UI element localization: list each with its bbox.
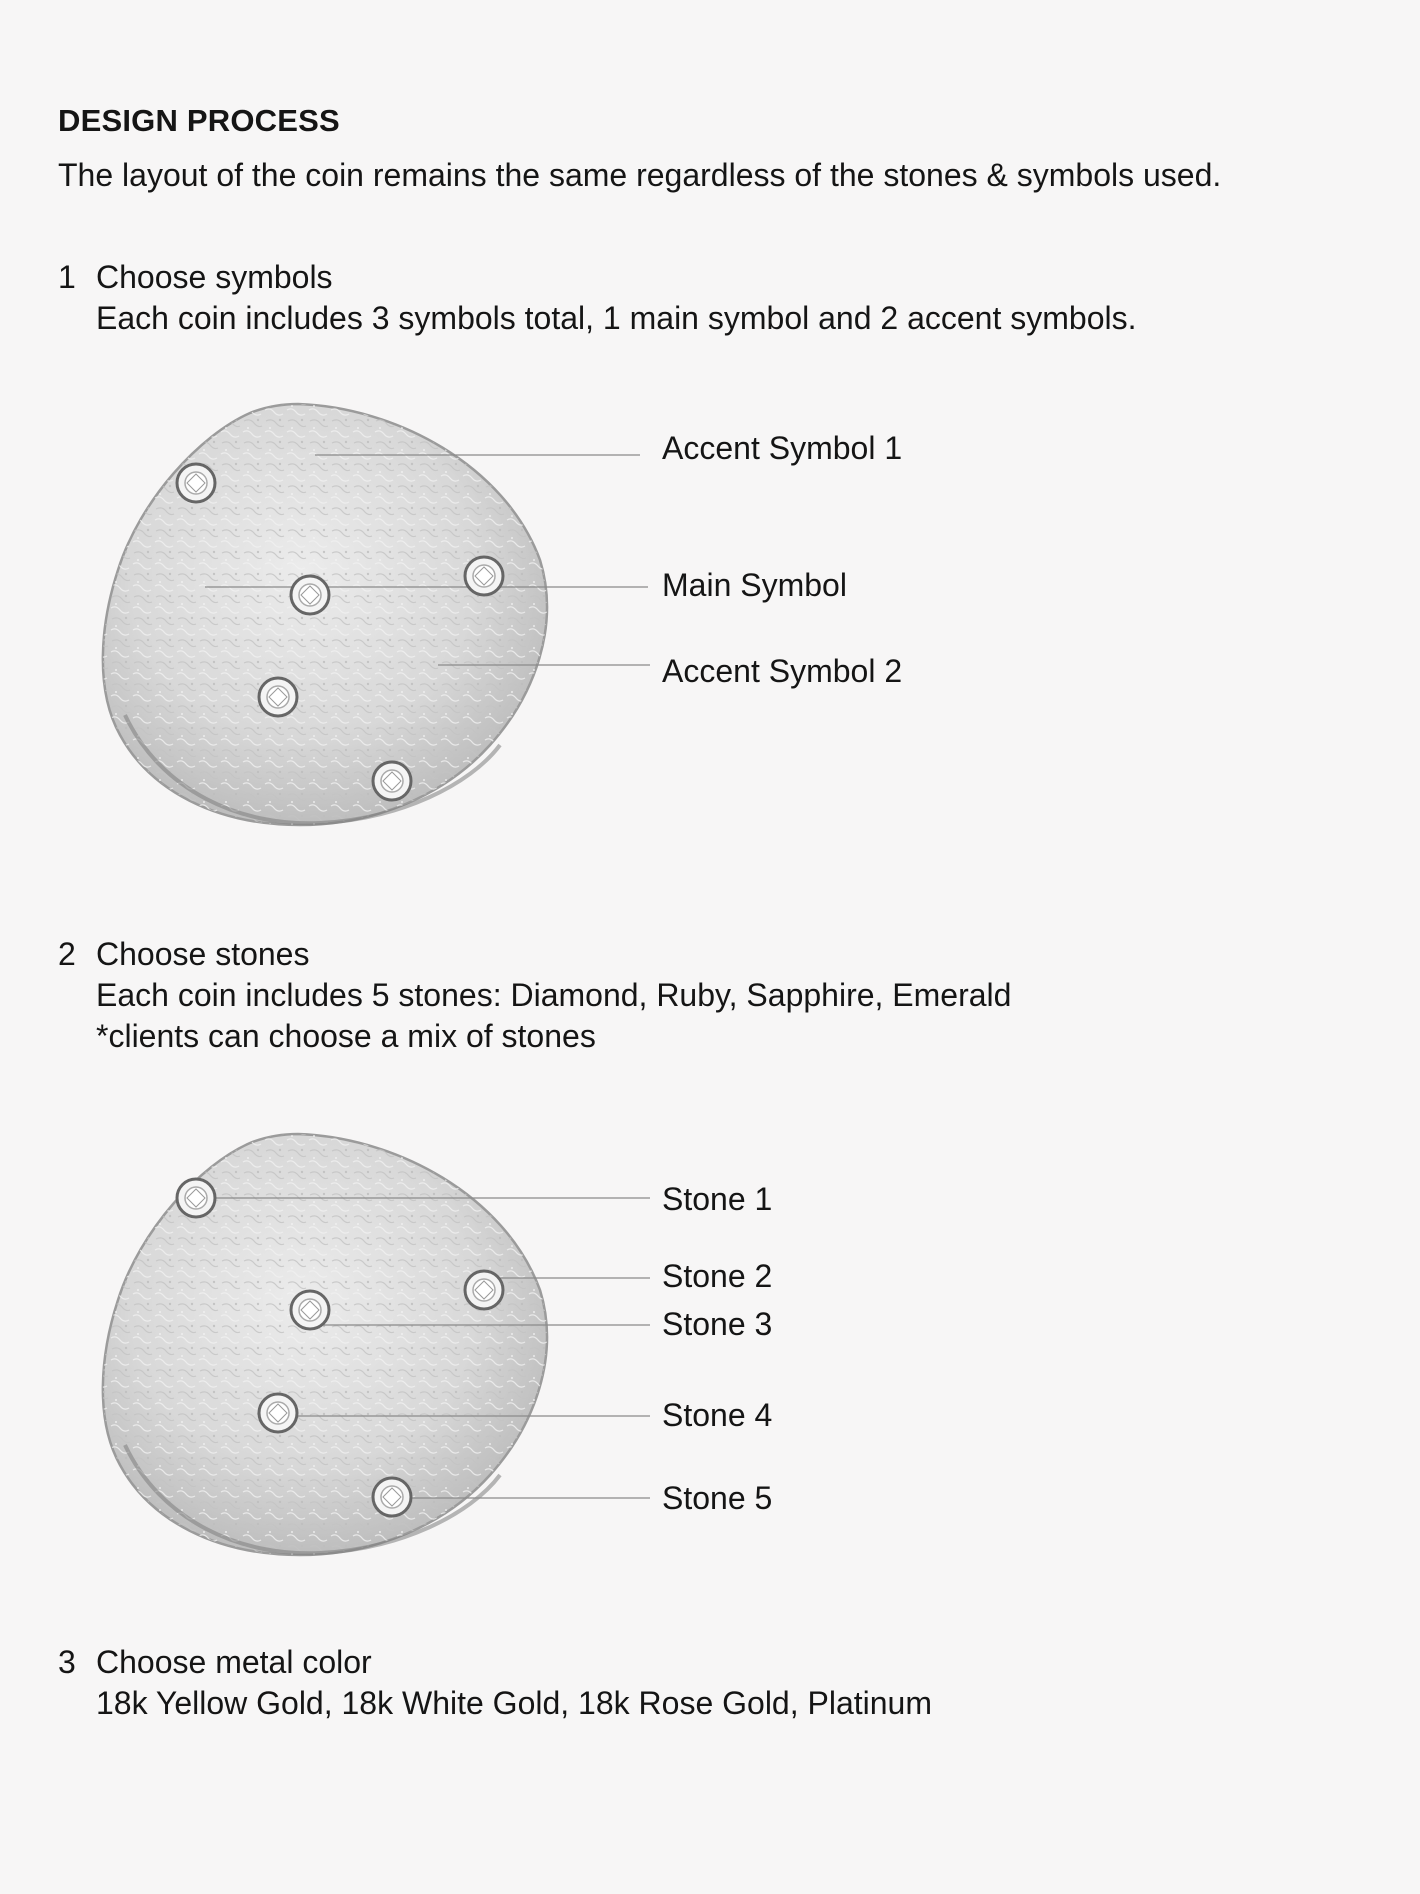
step-description: 18k Yellow Gold, 18k White Gold, 18k Rose Gold, Platinum	[96, 1685, 932, 1721]
step-description: Each coin includes 3 symbols total, 1 main symbol and 2 accent symbols.	[96, 300, 1137, 336]
page-title: DESIGN PROCESS	[58, 103, 340, 138]
stone-setting	[373, 762, 411, 800]
step-heading: Choose stones	[96, 936, 310, 972]
callout-accent-symbol-2: Accent Symbol 2	[662, 653, 903, 689]
step-number: 1	[58, 259, 76, 295]
callout-accent-symbol-1: Accent Symbol 1	[662, 430, 903, 466]
step-heading: Choose symbols	[96, 259, 333, 295]
step-heading: Choose metal color	[96, 1644, 372, 1680]
stone-setting	[259, 678, 297, 716]
step-number: 3	[58, 1644, 76, 1680]
stone-setting	[177, 1179, 215, 1217]
step-note: *clients can choose a mix of stones	[96, 1018, 596, 1054]
callout-stone-4: Stone 4	[662, 1397, 773, 1433]
stone-setting	[177, 464, 215, 502]
step-number: 2	[58, 936, 76, 972]
callout-stone-1: Stone 1	[662, 1181, 773, 1217]
callout-stone-2: Stone 2	[662, 1258, 773, 1294]
stones-diagram	[0, 1125, 1000, 1565]
coin-illustration	[0, 1125, 1000, 1565]
symbols-diagram	[0, 395, 1000, 835]
stone-setting	[373, 1478, 411, 1516]
callout-stone-5: Stone 5	[662, 1480, 773, 1516]
callout-stone-3: Stone 3	[662, 1306, 773, 1342]
stone-setting	[291, 576, 329, 614]
step-description: Each coin includes 5 stones: Diamond, Ruby, Sapphire, Emerald	[96, 977, 1012, 1013]
step-choose-metal-color	[58, 1642, 932, 1724]
step-choose-stones	[58, 934, 1011, 1057]
stone-setting	[291, 1291, 329, 1329]
step-choose-symbols	[58, 257, 1137, 339]
stone-setting	[465, 557, 503, 595]
intro-text: The layout of the coin remains the same regardless of the stones & symbols used.	[58, 157, 1222, 193]
callout-main-symbol: Main Symbol	[662, 567, 847, 603]
stone-setting	[259, 1394, 297, 1432]
stone-setting	[465, 1271, 503, 1309]
